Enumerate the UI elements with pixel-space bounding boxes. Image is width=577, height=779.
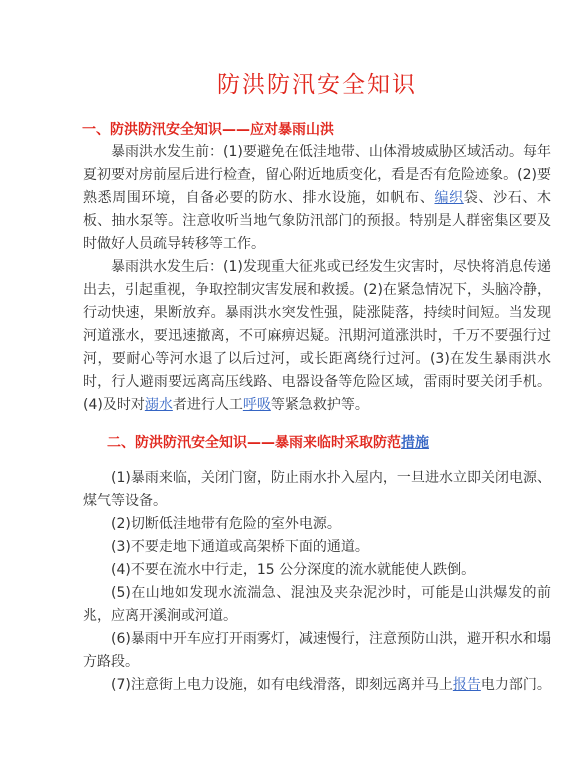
link-nishui[interactable]: 溺水 xyxy=(144,397,173,413)
section-heading-1: 一、防洪防汛安全知识——应对暴雨山洪 xyxy=(82,122,334,138)
paragraph-after-flood xyxy=(83,256,551,417)
paragraph-text: 者进行人工 xyxy=(172,397,243,413)
link-bianzhi[interactable]: 编织 xyxy=(434,190,464,206)
list-item: (4)不要在流水中行走，15 公分深度的流水就能使人跌倒。 xyxy=(111,562,476,578)
list-item: (5)在山地如发现水流湍急、混浊及夹杂泥沙时，可能是山洪爆发的前兆，应离开溪涧或河道。 xyxy=(83,585,551,624)
paragraph-text: 等紧急救护等。 xyxy=(270,397,369,413)
section-heading-text: 二、防洪防汛安全知识——暴雨来临时采取防范 xyxy=(107,435,401,451)
paragraph-text: 电力部门。 xyxy=(480,677,551,693)
paragraph-text: (7)注意街上电力设施，如有电线滑落，即刻远离并马上 xyxy=(111,677,453,693)
link-baogao[interactable]: 报告 xyxy=(452,677,481,693)
list-item xyxy=(83,674,551,697)
list-item: (2)切断低洼地带有危险的室外电源。 xyxy=(111,516,341,532)
link-cuoshi[interactable]: 措施 xyxy=(401,435,429,451)
list-item: (6)暴雨中开车应打开雨雾灯，减速慢行，注意预防山洪，避开积水和塌方路段。 xyxy=(83,631,551,670)
paragraph-before-flood xyxy=(83,141,551,256)
link-huxi[interactable]: 呼吸 xyxy=(242,397,271,413)
paragraph-text: 袋、沙石、木板、抽水泵等。注意收听当地气象防汛部门的预报。特别是人群密集区要及时做好人员疏导转移等工作。 xyxy=(83,190,552,252)
paragraph-text: 暴雨洪水发生后：(1)发现重大征兆或已经发生灾害时，尽快将消息传递出去，引起重视，争取控制灾害发展和救援。(2)在紧急情况下，头脑冷静，行动快速，果断放弃。暴雨洪水突发性强，陡涨陡落，持续时间短。当发现河道涨水，要迅速撤离，不可麻痹迟疑。汛期河道涨洪时，千万不要强行过河，要耐心等河水退了以后过河，或长距离绕行过河。(3)在发生暴雨洪水时，行人避雨要远离高压线路、电器设备等危险区域，雷雨时要关闭手机。(4)及时对 xyxy=(83,259,551,413)
paragraph-text: 暴雨洪水发生前：(1)要避免在低洼地带、山体滑坡威胁区域活动。每年夏初要对房前屋后进行检查，留心附近地质变化，看是否有危险迹象。(2)要熟悉周围环境，自备必要的防水、排水设施，如帆布、 xyxy=(83,144,551,206)
section-heading-2 xyxy=(107,432,551,454)
page-title: 防洪防汛安全知识 xyxy=(217,72,417,98)
list-item: (3)不要走地下通道或高架桥下面的通道。 xyxy=(111,539,369,555)
list-item: (1)暴雨来临，关闭门窗，防止雨水扑入屋内，一旦进水立即关闭电源、煤气等设备。 xyxy=(83,470,551,509)
